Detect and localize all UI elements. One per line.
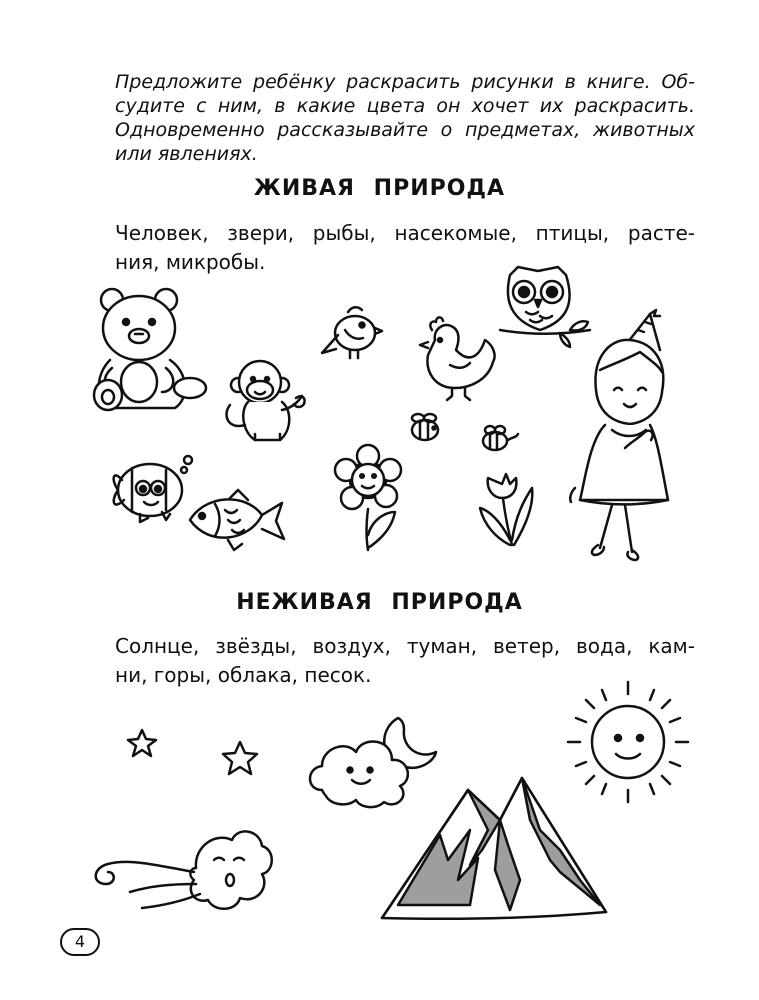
nonliving-text-line: Солнце, звёзды, воздух, туман, ветер, вода, кам- xyxy=(115,634,695,658)
star-icon xyxy=(223,742,257,774)
living-nature-heading: ЖИВАЯ ПРИРОДА xyxy=(253,176,506,201)
page-number: 4 xyxy=(60,928,100,956)
monkey-icon xyxy=(226,361,304,440)
mountain-icon xyxy=(382,778,606,919)
star-icon xyxy=(128,730,156,756)
clownfish-icon xyxy=(114,456,192,522)
intro-line: судите с ним, в какие цвета он хочет их раскрасить. xyxy=(115,95,695,117)
nonliving-nature-text xyxy=(115,632,695,690)
nonliving-text-line: ни, горы, облака, песок. xyxy=(115,663,372,687)
sun-icon xyxy=(568,682,688,802)
bird-icon xyxy=(322,307,382,358)
flower-icon xyxy=(335,445,401,550)
owl-icon xyxy=(500,267,590,347)
intro-line: Предложите ребёнку раскрасить рисунки в книге. Об- xyxy=(115,71,695,93)
bear-icon xyxy=(94,289,206,410)
tulip-icon xyxy=(480,474,532,545)
wind-icon xyxy=(96,831,272,908)
living-text-line: Человек, звери, рыбы, насекомые, птицы, расте- xyxy=(115,221,695,245)
nonliving-nature-heading: НЕЖИВАЯ ПРИРОДА xyxy=(236,590,523,615)
fish-icon xyxy=(190,490,284,550)
intro-line: или явлениях. xyxy=(115,143,258,165)
intro-line: Одновременно рассказывайте о предметах, животных xyxy=(115,119,695,141)
living-text-line: ния, микробы. xyxy=(115,250,266,274)
bee-icon xyxy=(483,426,518,450)
hen-icon xyxy=(420,317,495,400)
girl-icon xyxy=(570,310,668,560)
bee-icon xyxy=(412,414,438,440)
